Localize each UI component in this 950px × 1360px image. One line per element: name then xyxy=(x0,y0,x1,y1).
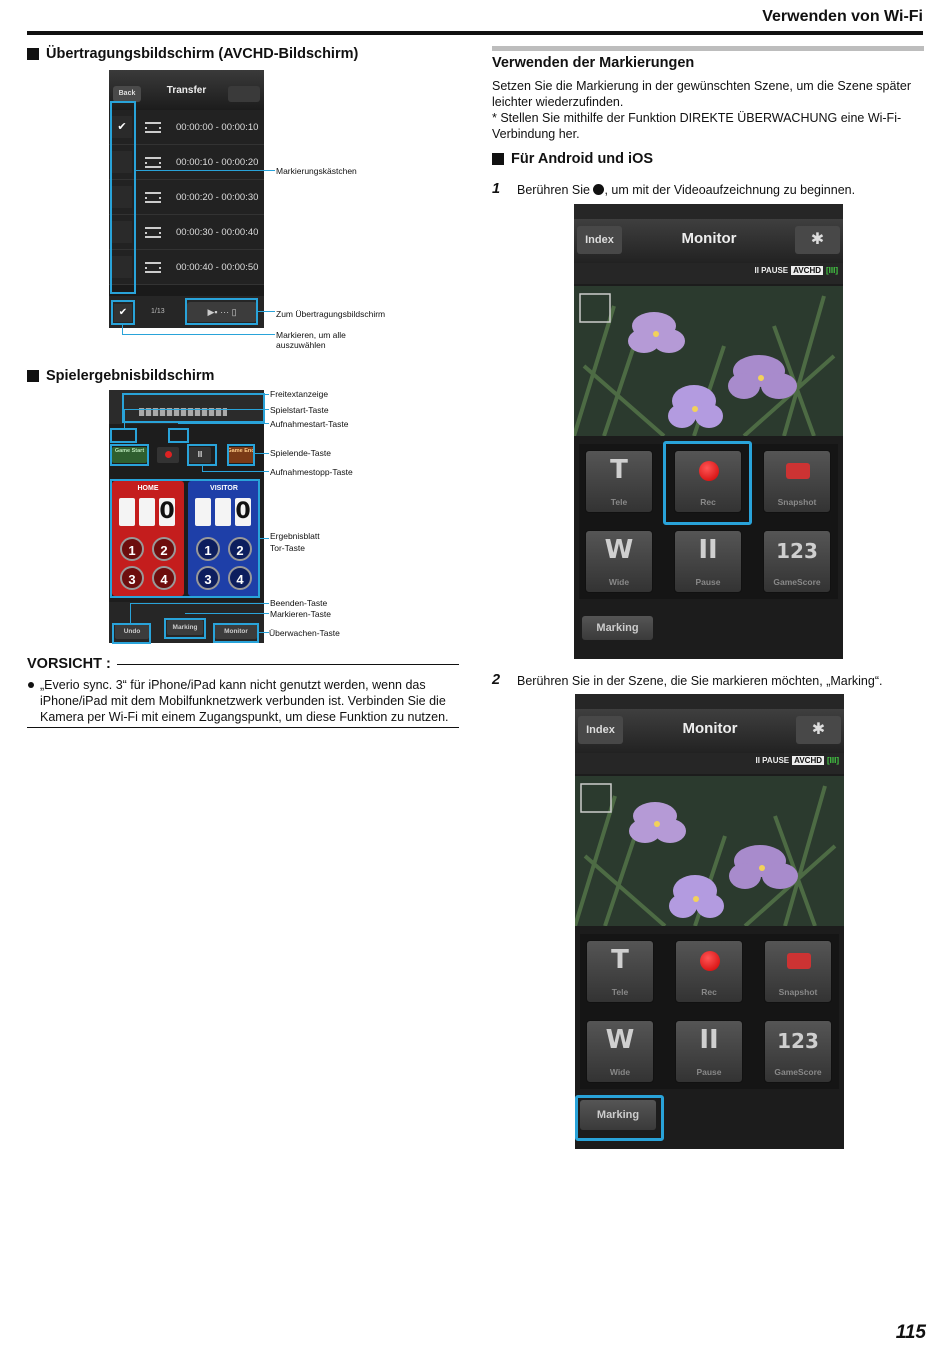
goal-button[interactable]: 1 xyxy=(196,537,220,561)
callout-line xyxy=(178,423,269,424)
callout-highlight xyxy=(164,618,206,639)
goal-button[interactable]: 2 xyxy=(152,537,176,561)
gear-icon[interactable]: ✱ xyxy=(795,226,840,254)
caution-title: VORSICHT : xyxy=(27,656,111,672)
callout-highlight xyxy=(187,444,217,466)
select-all-checkbox[interactable]: ✔ xyxy=(114,304,132,322)
callout-highlight xyxy=(110,428,137,443)
caution-text: „Everio sync. 3“ für iPhone/iPad kann nicht genutzt werden, wenn das iPhone/iPad mit dem Mobilfunknetzwerk verbunden ist. Verbinden Sie die Kamera per Wi-Fi mit einem Zugangspunkt, um diese Funktion zu nutzen. xyxy=(40,678,449,724)
film-icon xyxy=(145,192,161,203)
callout-highlight xyxy=(110,101,136,294)
callout-highlight xyxy=(185,298,258,325)
marking-button[interactable]: Marking xyxy=(580,1100,656,1130)
callout-highlight xyxy=(111,300,135,325)
home-label: HOME xyxy=(137,485,159,492)
clip-time: 00:00:30 - 00:00:40 xyxy=(176,227,259,238)
score-section-title: Spielergebnisbildschirm xyxy=(27,368,214,384)
callout-goal: Tor-Taste xyxy=(270,543,305,553)
step-number: 1 xyxy=(492,181,501,197)
rec-dot-icon xyxy=(700,951,720,971)
camera-icon xyxy=(787,953,811,969)
callout-line xyxy=(130,603,269,604)
monitor-titlebar xyxy=(575,709,844,753)
live-view-image xyxy=(575,776,844,926)
callout-monitor: Überwachen-Taste xyxy=(269,628,340,638)
callout-highlight xyxy=(213,623,259,643)
callout-rec-start: Aufnahmestart-Taste xyxy=(270,419,349,429)
section-square-icon xyxy=(27,48,39,60)
transfer-title: Transfer xyxy=(166,85,207,96)
section-rule xyxy=(492,46,924,51)
to-transfer-button[interactable]: ▶▪ ··· ▯ xyxy=(187,302,257,322)
callout-line xyxy=(130,603,131,623)
clip-time: 00:00:40 - 00:00:50 xyxy=(176,262,259,273)
rec-stop-button[interactable]: II xyxy=(189,447,211,463)
gear-icon[interactable]: ✱ xyxy=(796,716,841,744)
callout-highlight xyxy=(110,479,260,598)
caution-bottom-rule xyxy=(27,727,459,728)
battery-icon: [III] xyxy=(826,266,838,275)
rec-button[interactable]: Rec xyxy=(675,940,743,1003)
callout-rec-stop: Aufnahmestopp-Taste xyxy=(270,467,353,477)
goal-button[interactable]: 4 xyxy=(228,566,252,590)
snapshot-button[interactable]: Snapshot xyxy=(764,940,832,1003)
monitor-header xyxy=(575,694,844,774)
callout-line xyxy=(185,613,269,614)
marking-section-title: Verwenden der Markierungen xyxy=(492,55,695,71)
step-number: 2 xyxy=(492,672,501,688)
intro-note: * Stellen Sie mithilfe der Funktion DIREKTE ÜBERWACHUNG eine Wi-Fi-Verbindung her. xyxy=(492,111,902,141)
caution-rule xyxy=(117,664,459,665)
callout-marking: Markieren-Taste xyxy=(270,609,331,619)
callout-highlight xyxy=(227,444,255,466)
gamescore-button[interactable]: 123 GameScore xyxy=(764,1020,832,1083)
film-icon xyxy=(145,122,161,133)
goal-button[interactable]: 1 xyxy=(120,537,144,561)
snapshot-button[interactable]: Snapshot xyxy=(763,450,831,513)
live-view-image xyxy=(574,286,843,436)
titlebar-right-button[interactable] xyxy=(228,86,260,102)
status-bar: II PAUSE AVCHD [III] xyxy=(755,756,839,765)
monitor-screenshot-1 xyxy=(574,204,843,659)
rec-start-button[interactable] xyxy=(157,447,179,463)
monitor-title: Monitor xyxy=(681,230,737,247)
callout-checkboxes: Markierungskästchen xyxy=(276,166,357,176)
clip-time: 00:00:10 - 00:00:20 xyxy=(176,157,259,168)
goal-button[interactable]: 2 xyxy=(228,537,252,561)
pause-button[interactable]: II Pause xyxy=(674,530,742,593)
marking-button[interactable]: Marking xyxy=(167,620,203,635)
goal-button[interactable]: 3 xyxy=(196,566,220,590)
back-button[interactable]: Back xyxy=(113,86,141,102)
index-button[interactable]: Index xyxy=(577,226,622,254)
callout-to-transfer: Zum Übertragungsbildschirm xyxy=(276,309,386,319)
marking-intro xyxy=(492,78,927,142)
tele-button[interactable]: T Tele xyxy=(585,450,653,513)
monitor-button[interactable]: Monitor xyxy=(215,624,257,639)
callout-line xyxy=(124,409,125,428)
wide-button[interactable]: W Wide xyxy=(586,1020,654,1083)
transfer-section-title: Übertragungsbildschirm (AVCHD-Bildschirm) xyxy=(27,46,358,62)
callout-highlight xyxy=(168,428,189,443)
callout-line xyxy=(258,311,275,312)
index-button[interactable]: Index xyxy=(578,716,623,744)
callout-scoreboard: Ergebnisblatt xyxy=(270,531,320,541)
callout-line xyxy=(202,471,269,472)
iris-flowers-image xyxy=(574,286,843,436)
callout-highlight xyxy=(112,623,151,644)
monitor-titlebar xyxy=(574,219,843,263)
page-number: 115 xyxy=(895,1322,926,1343)
home-score: 0 xyxy=(159,499,175,524)
avchd-badge: AVCHD xyxy=(793,266,821,275)
page-indicator: 1/13 xyxy=(151,308,165,315)
marking-highlight xyxy=(575,1095,664,1141)
callout-line xyxy=(265,394,269,395)
callout-line xyxy=(260,538,269,539)
clip-time: 00:00:00 - 00:00:10 xyxy=(176,122,259,133)
tele-button[interactable]: T Tele xyxy=(586,940,654,1003)
callout-line xyxy=(255,453,269,454)
undo-button[interactable]: Undo xyxy=(115,624,149,639)
callout-highlight xyxy=(122,393,265,423)
running-header: Verwenden von Wi-Fi xyxy=(762,8,923,25)
monitor-title: Monitor xyxy=(682,720,738,737)
monitor-screenshot-2 xyxy=(575,694,844,1149)
status-bar: II PAUSE AVCHD [III] xyxy=(754,266,838,275)
gamescore-button[interactable]: 123 GameScore xyxy=(763,530,831,593)
visitor-score: 0 xyxy=(235,499,251,524)
callout-game-start: Spielstart-Taste xyxy=(270,405,329,415)
film-icon xyxy=(145,262,161,273)
callout-highlight xyxy=(110,444,149,466)
intro-text: Setzen Sie die Markierung in der gewünschten Szene, um die Szene später leichter wiederzufinden. xyxy=(492,79,911,109)
battery-icon: [III] xyxy=(827,756,839,765)
callout-game-end: Spielende-Taste xyxy=(270,448,331,458)
pause-button[interactable]: II Pause xyxy=(675,1020,743,1083)
step-text: Berühren Sie in der Szene, die Sie markieren möchten, „Marking“. xyxy=(517,674,883,688)
marking-button[interactable]: Marking xyxy=(582,616,653,640)
rec-button[interactable]: Rec xyxy=(674,450,742,513)
callout-line xyxy=(124,409,269,410)
rec-highlight xyxy=(663,441,752,525)
callout-select-all: Markieren, um alle auszuwählen xyxy=(276,330,346,350)
record-dot-icon xyxy=(593,184,604,195)
goal-button[interactable]: 4 xyxy=(152,566,176,590)
android-ios-title: Für Android und iOS xyxy=(492,151,653,167)
step-text: Berühren Sie , um mit der Videoaufzeichnung zu beginnen. xyxy=(517,183,856,197)
camera-icon xyxy=(786,463,810,479)
mark-checkbox[interactable]: ✔ xyxy=(112,116,132,138)
callout-line xyxy=(136,170,275,171)
iris-flowers-image xyxy=(575,776,844,926)
game-end-button[interactable]: Game End xyxy=(227,447,255,463)
rec-dot-icon xyxy=(165,451,172,458)
avchd-badge: AVCHD xyxy=(794,756,822,765)
callout-exit: Beenden-Taste xyxy=(270,598,328,608)
callout-free-text: Freitextanzeige xyxy=(270,389,329,399)
visitor-label: VISITOR xyxy=(210,485,238,492)
section-square-icon xyxy=(27,370,39,382)
wide-button[interactable]: W Wide xyxy=(585,530,653,593)
film-icon xyxy=(145,157,161,168)
bullet-icon xyxy=(28,682,34,688)
clip-time: 00:00:20 - 00:00:30 xyxy=(176,192,259,203)
callout-line xyxy=(259,632,269,633)
callout-line xyxy=(122,334,275,335)
header-rule xyxy=(27,31,923,35)
goal-button[interactable]: 3 xyxy=(120,566,144,590)
control-panel xyxy=(580,934,839,1089)
monitor-header xyxy=(574,204,843,284)
section-square-icon xyxy=(492,153,504,165)
film-icon xyxy=(145,227,161,238)
game-start-button[interactable]: Game Start xyxy=(112,447,147,463)
